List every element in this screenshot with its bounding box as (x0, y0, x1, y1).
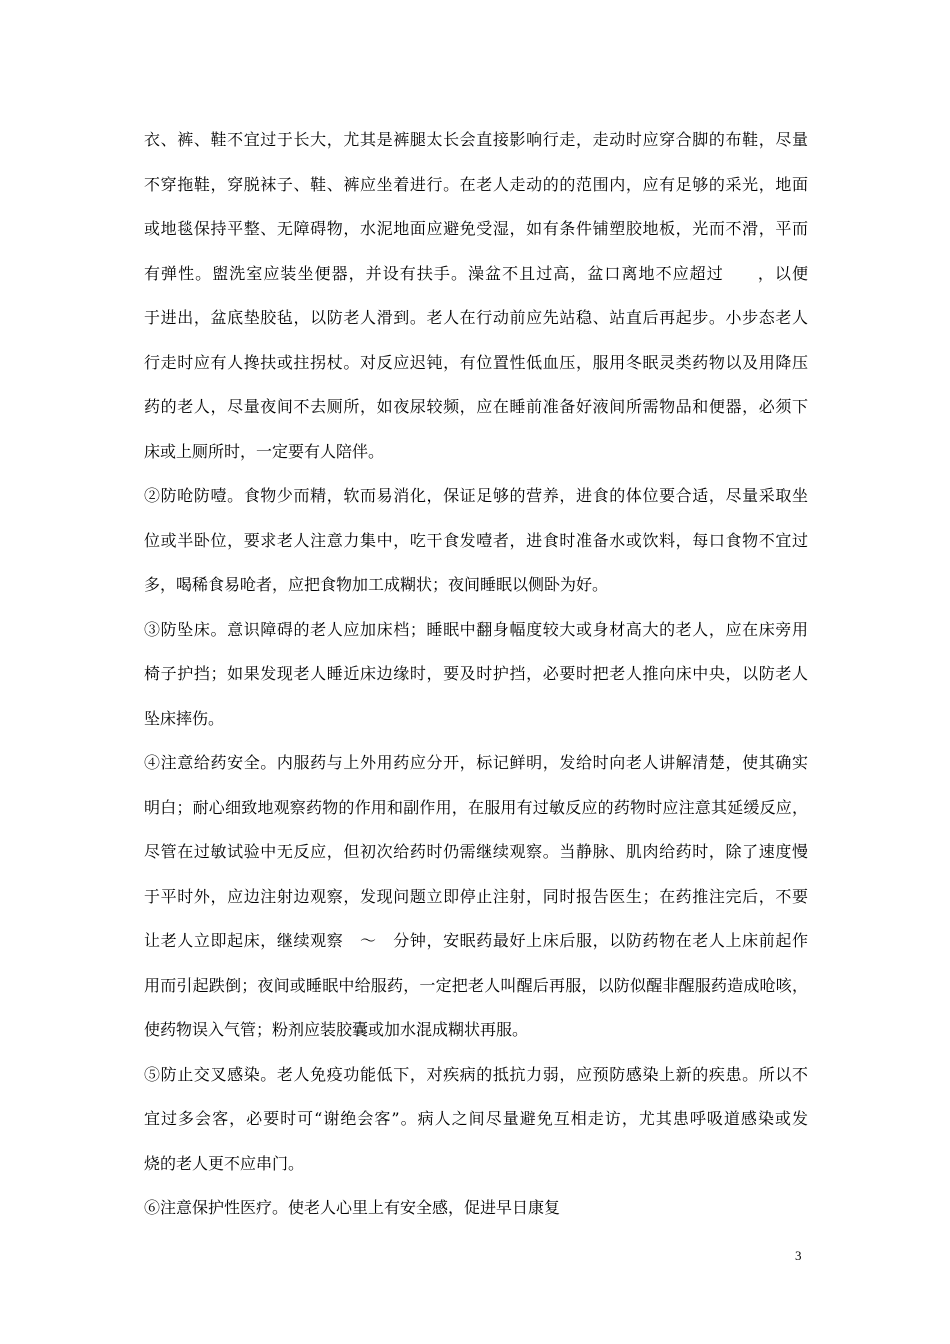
text-line: 坠床摔伤。 (144, 708, 225, 728)
text-line: 或地毯保持平整、无障碍物，水泥地面应避免受湿，如有条件铺塑胶地板，光而不滑，平而 (144, 219, 808, 238)
text-line: 烧的老人更不应串门。 (144, 1153, 305, 1173)
text-line: 不穿拖鞋，穿脱袜子、鞋、裤应坐着进行。在老人走动的的范围内，应有足够的采光，地面 (144, 174, 808, 194)
text-line: 明白；耐心细致地观察药物的作用和副作用，在服用有过敏反应的药物时应注意其延缓反应， (144, 797, 808, 817)
text-line: 药的老人，尽量夜间不去厕所，如夜尿较频，应在睡前准备好液间所需物品和便器，必须下 (144, 397, 808, 416)
text-line: 宜过多会客，必要时可“谢绝会客”。病人之间尽量避免互相走访，尤其患呼吸道感染或发 (144, 1109, 808, 1128)
text-line: 床或上厕所时，一定要有人陪伴。 (144, 441, 385, 461)
text-line: ③防坠床。意识障碍的老人应加床档；睡眠中翻身幅度较大或身材高大的老人，应在床旁用 (144, 619, 808, 639)
text-line: 使药物误入气管；粉剂应装胶囊或加水混成糊状再服。 (144, 1020, 529, 1039)
text-line: 于平时外，应边注射边观察，发现问题立即停止注射，同时报告医生；在药推注完后，不要 (144, 886, 808, 906)
text-line: 让老人立即起床，继续观察 ～ 分钟，安眠药最好上床后服，以防药物在老人上床前起作 (144, 931, 808, 950)
text-line: 行走时应有人搀扶或拄拐杖。对反应迟钝，有位置性低血压，服用冬眠灵类药物以及用降压 (144, 352, 808, 372)
text-line: ④注意给药安全。内服药与上外用药应分开，标记鲜明，发给时向老人讲解清楚，使其确实 (144, 753, 808, 772)
page-number: 3 (795, 1248, 802, 1263)
paragraph-bedfall (144, 608, 808, 742)
text-line: 位或半卧位，要求老人注意力集中，吃干食发噎者，进食时准备水或饮料，每口食物不宜过 (144, 530, 808, 550)
text-line: 于进出，盆底垫胶毡，以防老人滑到。老人在行动前应先站稳、站直后再起步。小步态老人 (144, 308, 808, 327)
paragraph-medication (144, 741, 808, 1053)
text-line: ⑥注意保护性医疗。使老人心里上有安全感，促进早日康复 (144, 1198, 561, 1217)
text-line: ⑤防止交叉感染。老人免疫功能低下，对疾病的抵抗力弱，应预防感染上新的疾患。所以不 (144, 1064, 808, 1084)
text-line: ②防呛防噎。食物少而精，软而易消化，保证足够的营养，进食的体位要合适，尽量采取坐 (144, 486, 808, 505)
paragraph-choking (144, 474, 808, 608)
text-line: 多，喝稀食易呛者，应把食物加工成糊状；夜间睡眠以侧卧为好。 (144, 575, 609, 594)
paragraph-infection (144, 1053, 808, 1187)
text-line: 尽管在过敏试验中无反应，但初次给药时仍需继续观察。当静脉、肌肉给药时，除了速度慢 (144, 842, 808, 861)
text-line: 用而引起跌倒；夜间或睡眠中给服药，一定把老人叫醒后再服，以防似醒非醒服药造成呛咳， (144, 975, 808, 995)
text-line: 椅子护挡；如果发现老人睡近床边缘时，要及时护挡，必要时把老人推向床中央，以防老人 (144, 664, 808, 683)
body-text (144, 118, 808, 1231)
text-line: 有弹性。盥洗室应装坐便器，并设有扶手。澡盆不且过高，盆口离地不应超过 ，以便 (144, 263, 808, 283)
paragraph-protective (144, 1186, 808, 1231)
paragraph-mobility (144, 118, 808, 474)
text-line: 衣、裤、鞋不宜过于长大，尤其是裤腿太长会直接影响行走，走动时应穿合脚的布鞋，尽量 (144, 130, 808, 149)
